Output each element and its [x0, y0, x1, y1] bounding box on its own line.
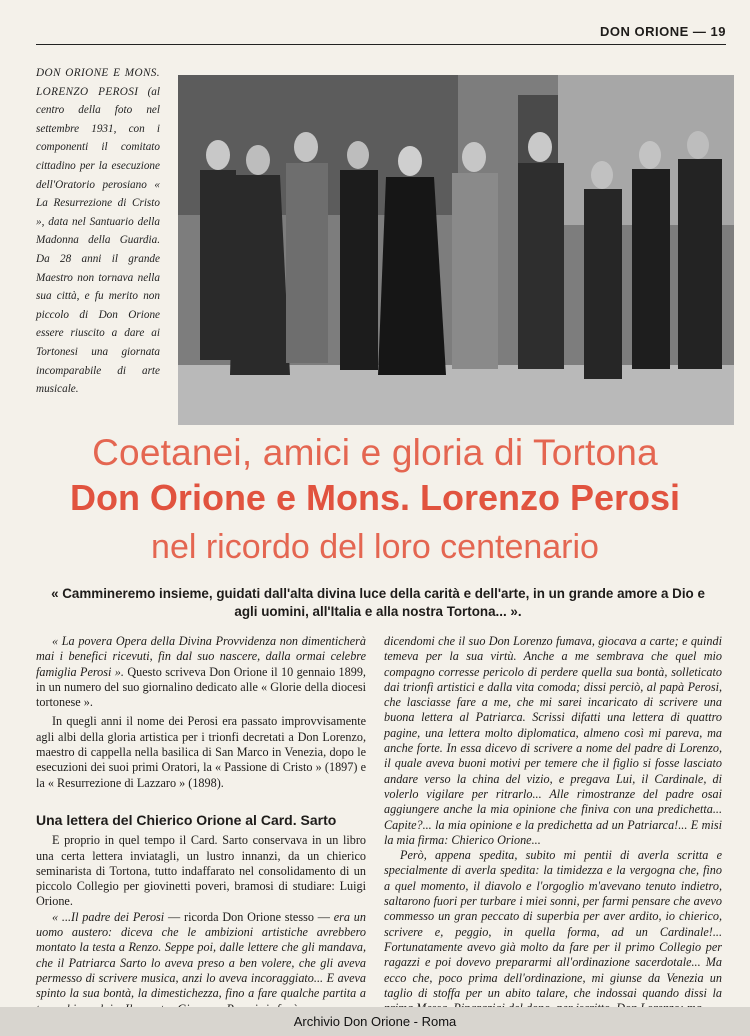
- left-column: [36, 634, 366, 1017]
- paragraph-4-mid: — ricorda Don Orione stesso —: [164, 909, 334, 924]
- right-column: [384, 634, 722, 1016]
- title-line-3: nel ricordo del loro centenario: [151, 528, 599, 566]
- right-paragraph-1: [384, 634, 722, 848]
- paragraph-1: [36, 634, 366, 710]
- paragraph-1-rest: Questo scriveva Don Orione il 10 gennaio 1899, in un numero del suo giornalino dedicato alle « Glorie della diocesi tortonese ».: [36, 664, 366, 710]
- right-paragraph-2-text: Però, appena spedita, subito mi pentii di averla scritta e specialmente di averla spedita: la timidezza e la vergogna che, fino a quel momento, il diavolo e l'orgoglio m'avevano tenuto indietro, saltarono fuori per turbare i miei sonni, per farmi pensare che avevo commesso un gran peccato di superbia per aver ardito, io chierico, scrivere e, peggio, in quella forma, ad un Cardinale!... Fortunatamente avevo già molto da fare per il primo Collegio per ragazzi e poi dovevo prepararmi all'ordinazione sacerdotale... Ma ecco che, poco prima dell'ordinazione, mi giunse da Venezia un taglio di stoffa per un abito talare, che indossai quando dissi la: [384, 848, 722, 1000]
- right-paragraph-1-text: dicendomi che il suo Don Lorenzo fumava, giocava a carte; e quindi temeva per la sua virtù. Anche a me sembrava che quel mio compagno corresse pericolo di perdere quella sua bontà, solleticato dai trionfi artistici e dalla vita comoda; dissi perciò, al papà Perosi, che lasciasse fare a me, che mi sarei incaricato di scrivere una buona lettera al Patriarca. Scrissi difatti una lettera di quattro pagine, una lettera molto diplomatica, almeno così mi pareva, ma anche forte. In essa dicevo di scrivere a nome del padre di Lorenzo, il quale aveva buoni motivi per temere che il figlio si fosse lasciato andare verso la china del vizio, e pregava Lui, il Cardinale, di volerlo vigilare per ritrarlo... Alle rimostranze del padre osai aggiungere anche la mia opinione che finiva con una predichetta... Capite?... la mia opinione e la predichetta ad un Patriarca!... E misi la mia firma: Chierico Orione...: [384, 634, 722, 847]
- paragraph-4-end: era un uomo austero: diceva che le ambizioni artistiche avrebbero montato la testa a Renzo. Seppe poi, dalle lettere che gli mandava, che il Patriarca Sarto lo aveva preso a ben volere, che gli aveva permesso di scrivere musica, anzi lo aveva incoraggiato... E aveva spinto la sua bontà, la dimestichezza, fino a fare qualche partita a: [36, 909, 366, 1001]
- caption-lead: DON ORIONE E MONS. LORENZO PEROSI: [36, 67, 160, 98]
- group-photograph: [178, 75, 734, 425]
- right-paragraph-2: [384, 848, 722, 1016]
- title-line-1: Coetanei, amici e gloria di Tortona: [92, 432, 658, 473]
- photo-illustration: [178, 75, 734, 425]
- paragraph-3: E proprio in quel tempo il Card. Sarto conservava in un libro una certa lettera inviatagli, un lustro innanzi, da un chierico seminarista di Tortona, tutto indaffarato nel consolidamento di un piccolo Collegio per giovinetti poveri, bramosi di studiare: Luigi Orione.: [36, 833, 366, 909]
- photo-caption: [36, 64, 160, 399]
- running-header: DON ORIONE — 19: [600, 24, 726, 39]
- section-subheading: Una lettera del Chierico Orione al Card. Sarto: [36, 811, 337, 828]
- paragraph-1-quote: « La povera Opera della Divina Provvidenza non dimenticherà mai i benefici ricevuti, fin dal suo nascere, dalla ormai celebre famiglia Perosi ».: [36, 634, 366, 679]
- paragraph-2: In quegli anni il nome dei Perosi era passato improvvisamente agli albi della gloria artistica per i trionfi decretati a Don Lorenzo, maestro di cappella nella basilica di San Marco in Venezia, dopo le esecuzioni dei suoi primi Oratori, la « Passione di Cristo » (1897) e la « Resurrezione di Lazzaro » (1898).: [36, 714, 366, 790]
- page-header: [36, 22, 726, 45]
- paragraph-4-start: « ...Il padre dei Perosi: [52, 909, 165, 924]
- paragraph-4: [36, 910, 366, 1017]
- caption-text: (al centro della foto nel settembre 1931, con i componenti il comitato cittadino per la esecuzione dell'Oratorio perosiano « La Resurrezione di Cristo », data nel Santuario della Madonna della Guardia. Da 28 anni il grande Maestro non tornava nella sua città, e fu merito non piccolo di Don Orione essere riuscito a dare ai Tortonesi una giornata incomparabile di arte musicale.: [36, 85, 161, 396]
- archive-footer: Archivio Don Orione - Roma: [0, 1007, 750, 1036]
- title-line-2: Don Orione e Mons. Lorenzo Perosi: [69, 477, 681, 518]
- pull-quote: « Cammineremo insieme, guidati dall'alta divina luce della carità e dell'arte, in un grande amore a Dio e agli uomini, all'Italia e alla nostra Tortona... ».: [51, 586, 705, 619]
